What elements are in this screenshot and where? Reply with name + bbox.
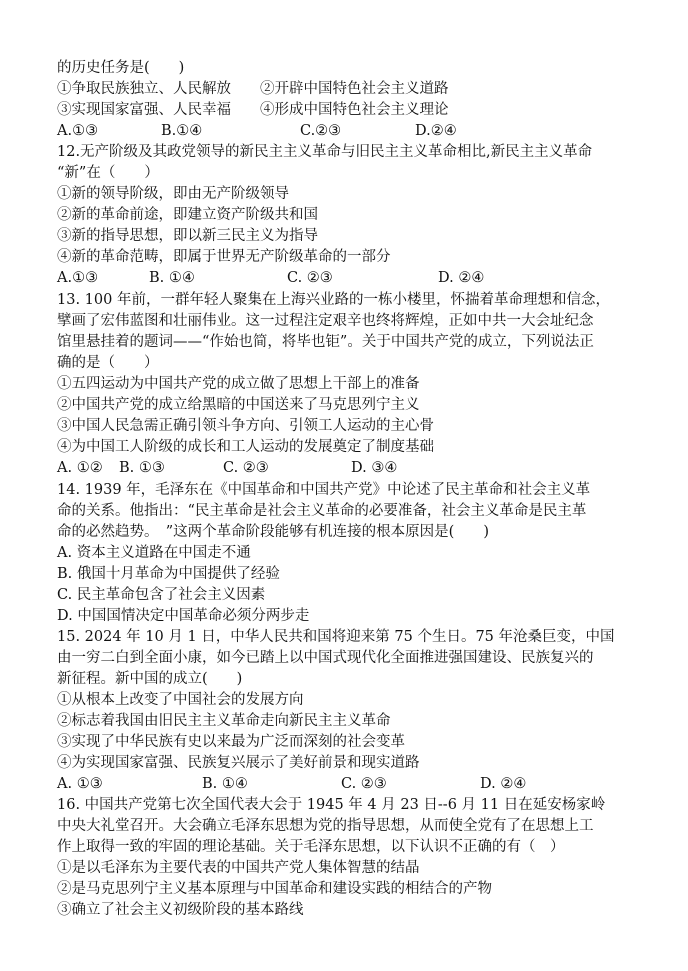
- q11-stem-tail: 的历史任务是( ): [57, 60, 185, 76]
- q15-choice-b: B. ①④: [202, 776, 248, 792]
- q16-stem: 作上取得一致的牢固的理论基础。关于毛泽东思想，以下认识不正确的有（ ）: [57, 839, 565, 855]
- q15-item: ④为实现国家富强、民族复兴展示了美好前景和现实道路: [57, 755, 420, 771]
- q13-choice-b: B. ①③: [119, 460, 165, 476]
- q14-option-c: C. 民主革命包含了社会主义因素: [57, 587, 266, 603]
- q14-option-d: D. 中国国情决定中国革命必须分两步走: [57, 608, 310, 624]
- q16-item: ③确立了社会主义初级阶段的基本路线: [57, 902, 304, 918]
- q15-stem: 15. 2024 年 10 月 1 日，中华人民共和国将迎来第 75 个生日。75 年沧桑巨变，中国: [57, 629, 615, 645]
- q11-choice-c: C.②③: [300, 123, 342, 139]
- q15-stem: 由一穷二白到全面小康，如今已踏上以中国式现代化全面推进强国建设、民族复兴的: [57, 650, 594, 666]
- q13-choice-d: D. ③④: [351, 460, 398, 476]
- q16-item: ②是马克思列宁主义基本原理与中国革命和建设实践的相结合的产物: [57, 881, 492, 897]
- q15-choice-d: D. ②④: [480, 776, 527, 792]
- q12-choice-b: B. ①④: [149, 270, 195, 286]
- q16-stem: 中央大礼堂召开。大会确立毛泽东思想为党的指导思想，从而使全党有了在思想上工: [57, 818, 594, 834]
- q15-choice-c: C. ②③: [341, 776, 387, 792]
- q11-choice-a: A.①③: [57, 123, 99, 139]
- q12-choice-c: C. ②③: [287, 270, 333, 286]
- q12-item: ③新的指导思想，即以新三民主义为指导: [57, 228, 318, 244]
- q11-choice-d: D.②④: [415, 123, 457, 139]
- q13-choice-a: A. ①②: [57, 460, 103, 476]
- q11-choice-b: B.①④: [161, 123, 203, 139]
- q15-item: ②标志着我国由旧民主主义革命走向新民主主义革命: [57, 713, 391, 729]
- q14-option-b: B. 俄国十月革命为中国提供了经验: [57, 566, 280, 582]
- q14-stem: 命的关系。他指出：“民主革命是社会主义革命的必要准备，社会主义革命是民主革: [57, 503, 587, 519]
- q13-item: ④为中国工人阶级的成长和工人运动的发展奠定了制度基础: [57, 439, 434, 455]
- q13-choice-c: C. ②③: [223, 460, 269, 476]
- q15-item: ①从根本上改变了中国社会的发展方向: [57, 692, 304, 708]
- q14-stem: 命的必然趋势。 ”这两个革命阶段能够有机连接的根本原因是( ): [57, 524, 489, 540]
- q12-stem: “新”在（ ）: [57, 165, 159, 181]
- q13-item: ①五四运动为中国共产党的成立做了思想上干部上的准备: [57, 376, 420, 392]
- q14-option-a: A. 资本主义道路在中国走不通: [57, 545, 251, 561]
- q12-stem: 12.无产阶级及其政党领导的新民主主义革命与旧民主主义革命相比,新民主主义革命: [57, 144, 593, 160]
- q13-item: ③中国人民急需正确引领斗争方向、引领工人运动的主心骨: [57, 418, 434, 434]
- q12-choice-d: D. ②④: [438, 270, 485, 286]
- q13-stem: 馆里悬挂着的题词——“作始也简，将毕也钜”。关于中国共产党的成立，下列说法正: [57, 334, 594, 350]
- q12-choice-a: A.①③: [57, 270, 99, 286]
- q16-item: ①是以毛泽东为主要代表的中国共产党人集体智慧的结晶: [57, 860, 420, 876]
- q13-stem: 13. 100 年前，一群年轻人聚集在上海兴业路的一栋小楼里，怀揣着革命理想和信念，: [57, 292, 610, 308]
- q11-item: ①争取民族独立、人民解放 ②开辟中国特色社会主义道路: [57, 81, 449, 97]
- q11-item: ③实现国家富强、人民幸福 ④形成中国特色社会主义理论: [57, 102, 449, 118]
- q12-item: ①新的领导阶级，即由无产阶级领导: [57, 186, 289, 202]
- q14-stem: 14. 1939 年，毛泽东在《中国革命和中国共产党》中论述了民主革命和社会主义革: [57, 482, 591, 498]
- q13-stem: 擘画了宏伟蓝图和壮丽伟业。这一过程注定艰辛也终将辉煌，正如中共一大会址纪念: [57, 313, 594, 329]
- q13-stem: 确的是（ ）: [57, 355, 159, 371]
- q12-item: ④新的革命范畴，即属于世界无产阶级革命的一部分: [57, 249, 391, 265]
- q13-item: ②中国共产党的成立给黑暗的中国送来了马克思列宁主义: [57, 397, 420, 413]
- q15-item: ③实现了中华民族有史以来最为广泛而深刻的社会变革: [57, 734, 405, 750]
- q15-stem: 新征程。新中国的成立( ): [57, 671, 243, 687]
- q16-stem: 16. 中国共产党第七次全国代表大会于 1945 年 4 月 23 日--6 月 11 日在延安杨家岭: [57, 797, 606, 813]
- q12-item: ②新的革命前途，即建立资产阶级共和国: [57, 207, 318, 223]
- q15-choice-a: A. ①③: [57, 776, 103, 792]
